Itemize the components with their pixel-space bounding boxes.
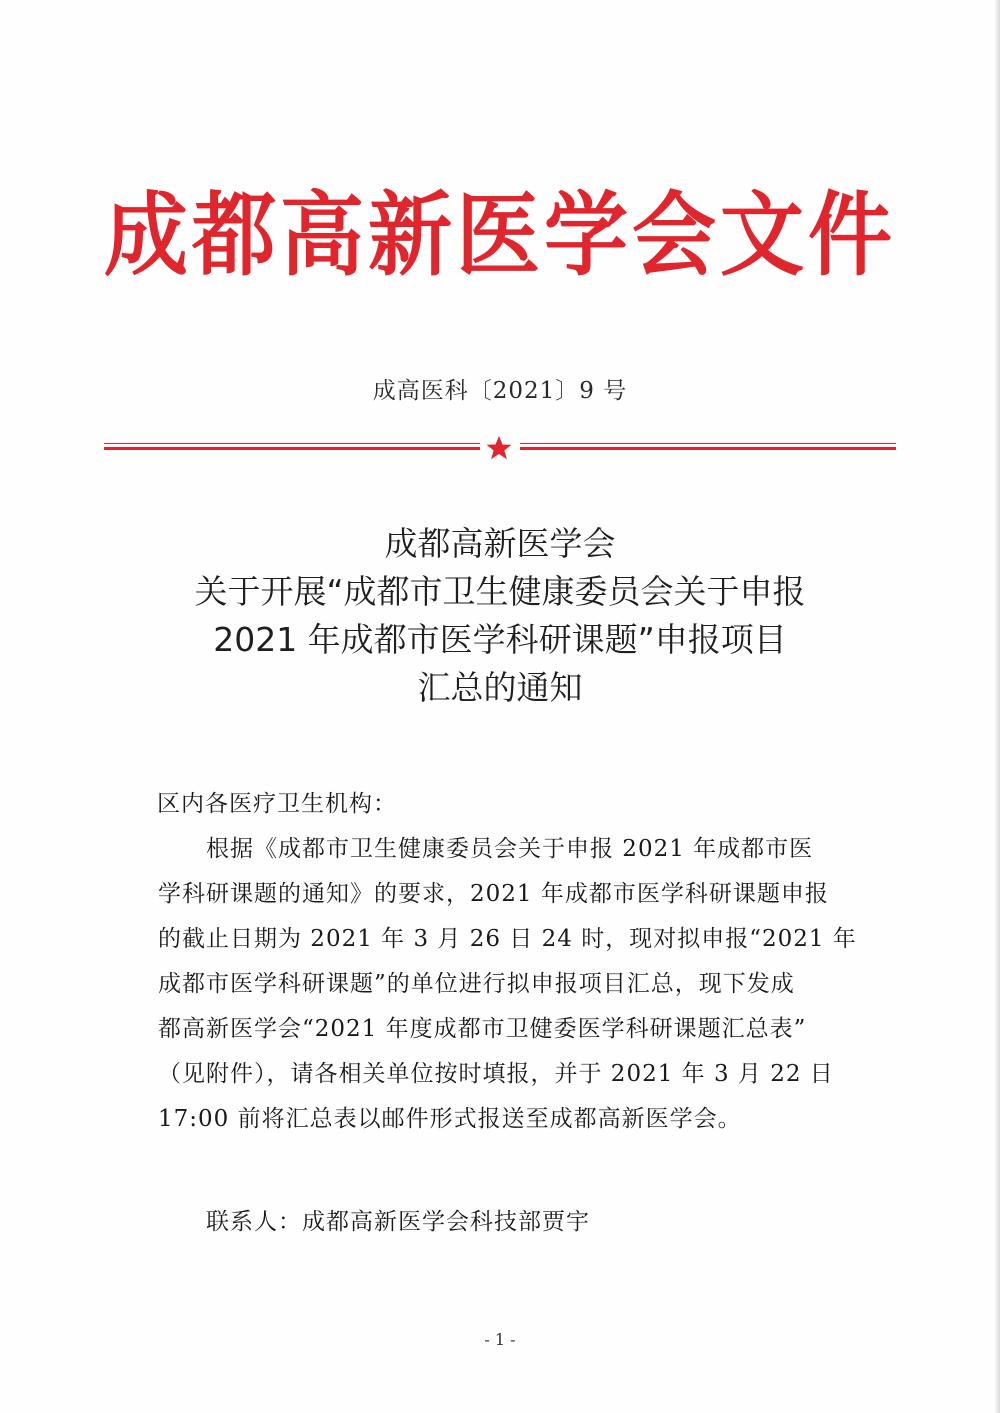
body-line: 成都市医学科研课题”的单位进行拟申报项目汇总，现下发成 [158,971,795,997]
document-masthead: 成都高新医学会文件 [103,181,896,288]
body-line: 都高新医学会“2021 年度成都市卫健委医学科研课题汇总表” [158,1016,807,1042]
salutation: 区内各医疗卫生机构： [157,791,397,817]
divider-thick-line [104,447,480,450]
body-paragraph [158,827,888,1142]
title-line: 关于开展“成都市卫生健康委员会关于申报 [194,572,806,611]
red-divider-left [104,437,480,455]
document-title [0,520,1000,712]
contact-person: 联系人：成都高新医学会科技部贾宇 [206,1209,590,1235]
title-line: 2021 年成都市医学科研课题”申报项目 [213,620,787,659]
title-line: 成都高新医学会 [384,524,616,563]
star-icon [484,433,514,463]
body-line: 根据《成都市卫生健康委员会关于申报 2021 年成都市医 [206,836,814,862]
body-line: （见附件），请各相关单位按时填报，并于 2021 年 3 月 22 日 [158,1061,834,1087]
page-number: - 1 - [484,1330,516,1349]
body-line: 17:00 前将汇总表以邮件形式报送至成都高新医学会。 [158,1106,742,1132]
body-line: 的截止日期为 2021 年 3 月 26 日 24 时，现对拟申报“2021 年 [158,926,857,952]
red-divider-right [520,437,896,455]
divider-thin-line [520,443,896,444]
title-line: 汇总的通知 [417,668,583,707]
divider-thick-line [520,447,896,450]
body-line: 学科研课题的通知》的要求，2021 年成都市医学科研课题申报 [158,881,829,907]
divider-thin-line [104,443,480,444]
document-number: 成高医科〔2021〕9 号 [372,378,628,404]
